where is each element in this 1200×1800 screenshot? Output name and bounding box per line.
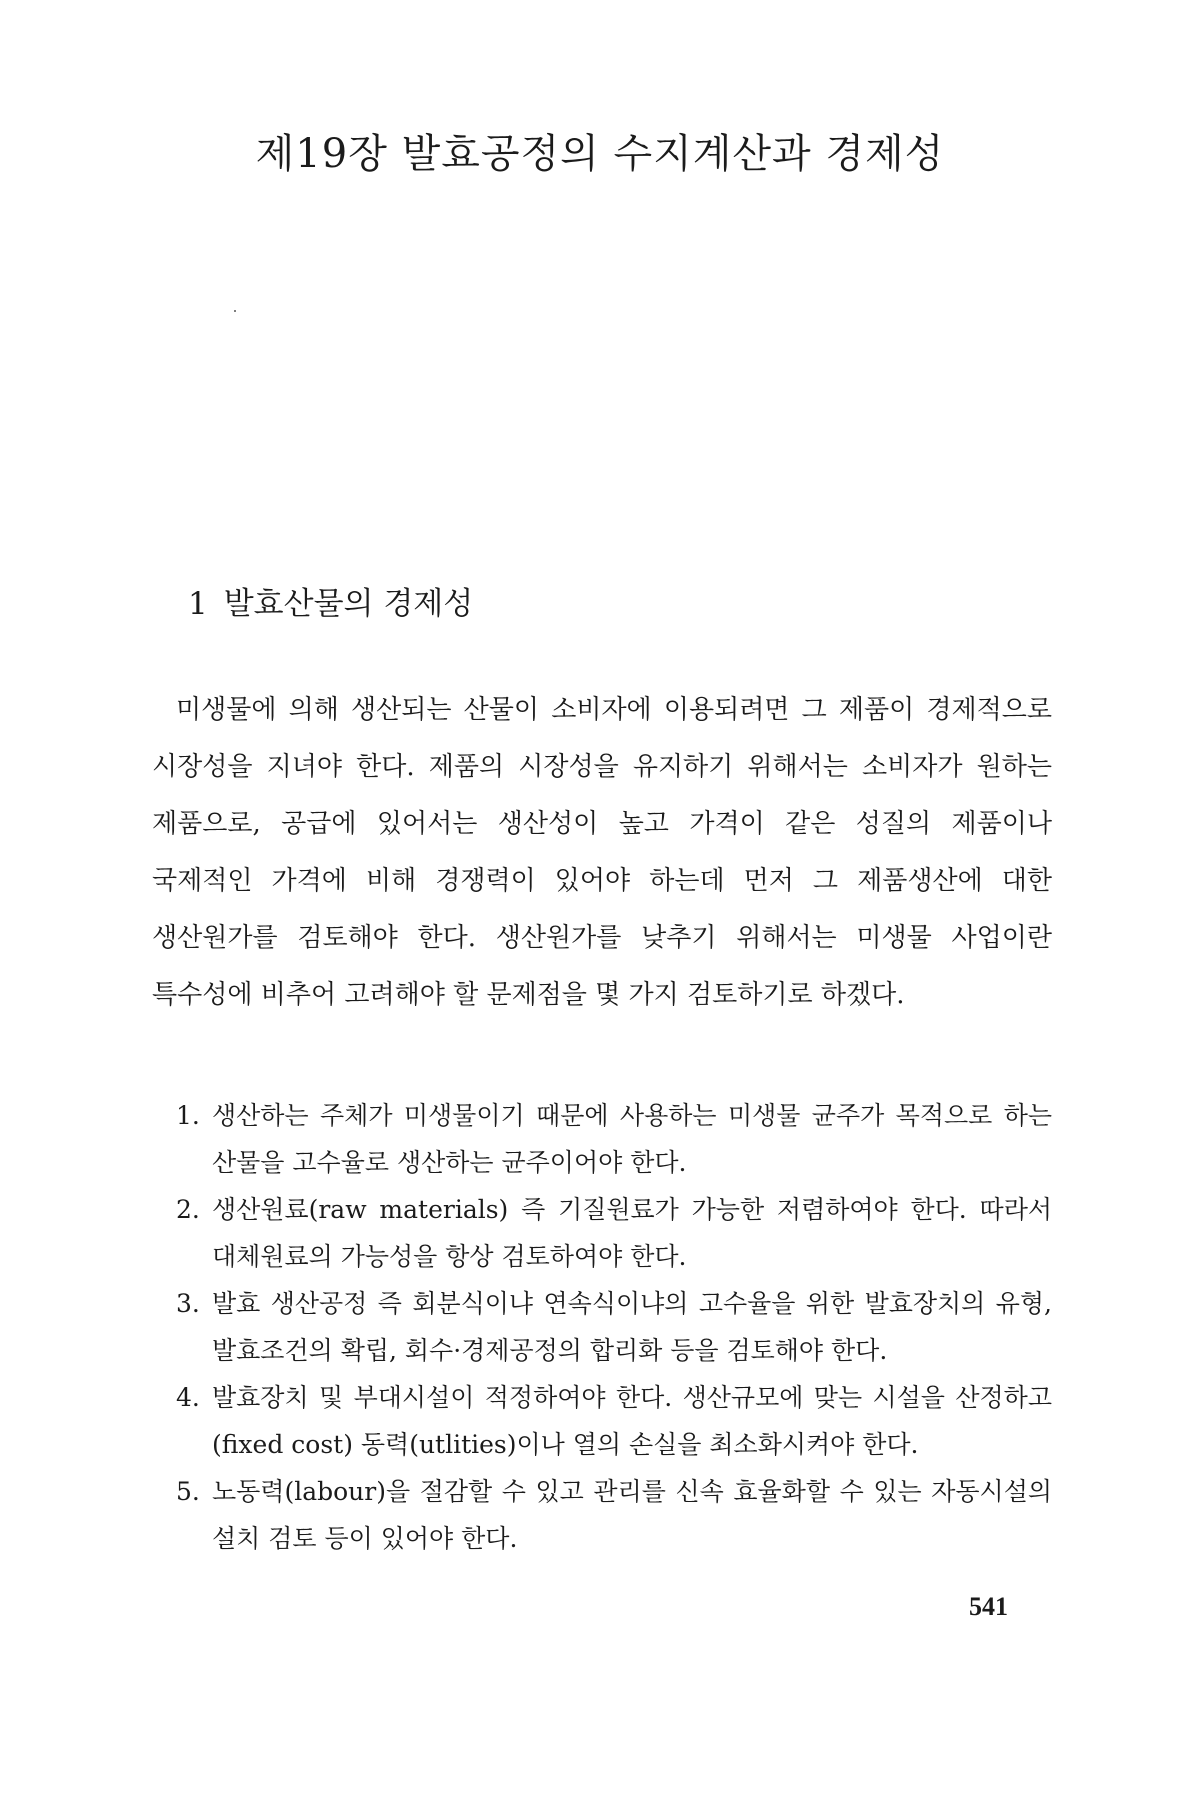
section-number: 1 xyxy=(188,586,208,622)
list-item-number: 3. xyxy=(176,1289,200,1318)
list-item-text: 생산하는 주체가 미생물이기 때문에 사용하는 미생물 균주가 목적으로 하는 산물을 고수율로 생산하는 균주이어야 한다. xyxy=(212,1101,1052,1177)
list-item-text: 생산원료(raw materials) 즉 기질원료가 가능한 저렴하여야 한다. 따라서 대체원료의 가능성을 항상 검토하여야 한다. xyxy=(212,1195,1052,1271)
section-title: 발효산물의 경제성 xyxy=(223,586,474,622)
list-item xyxy=(176,1280,1052,1374)
page-number: 541 xyxy=(969,1592,1008,1621)
list-item-number: 5. xyxy=(176,1477,200,1506)
intro-paragraph: 미생물에 의해 생산되는 산물이 소비자에 이용되려면 그 제품이 경제적으로 시장성을 지녀야 한다. 제품의 시장성을 유지하기 위해서는 소비자가 원하는 제품으로, 공급에 있어서는 생산성이 높고 가격이 같은 성질의 제품이나 국제적인 가격에 비해 경쟁력이 있어야 하는데 먼저 그 제품생산에 대한 생산원가를 검토해야 한다. 생산원가를 낮추기 위해서는 미생물 사업이란 특수성에 비추어 고려해야 할 문제점을 몇 가지 검토하기로 하겠다. xyxy=(152,695,1052,1010)
list-item-number: 2. xyxy=(176,1195,200,1224)
list-item-text: 노동력(labour)을 절감할 수 있고 관리를 신속 효율화할 수 있는 자동시설의 설치 검토 등이 있어야 한다. xyxy=(212,1477,1052,1553)
list-item-number: 1. xyxy=(176,1101,200,1130)
considerations-list xyxy=(176,1092,1052,1562)
list-item-text: 발효장치 및 부대시설이 적정하여야 한다. 생산규모에 맞는 시설을 산정하고(fixed cost) 동력(utlities)이나 열의 손실을 최소화시켜야 한다. xyxy=(212,1383,1052,1459)
section-heading xyxy=(188,578,473,623)
list-item-number: 4. xyxy=(176,1383,200,1412)
chapter-title: 제19장 발효공정의 수지계산과 경제성 xyxy=(255,131,945,177)
list-item xyxy=(176,1374,1052,1468)
page-speck xyxy=(234,310,236,312)
list-item-text: 발효 생산공정 즉 회분식이냐 연속식이냐의 고수율을 위한 발효장치의 유형, 발효조건의 확립, 회수·경제공정의 합리화 등을 검토해야 한다. xyxy=(212,1289,1052,1365)
list-item xyxy=(176,1092,1052,1186)
list-item xyxy=(176,1468,1052,1562)
list-item xyxy=(176,1186,1052,1280)
